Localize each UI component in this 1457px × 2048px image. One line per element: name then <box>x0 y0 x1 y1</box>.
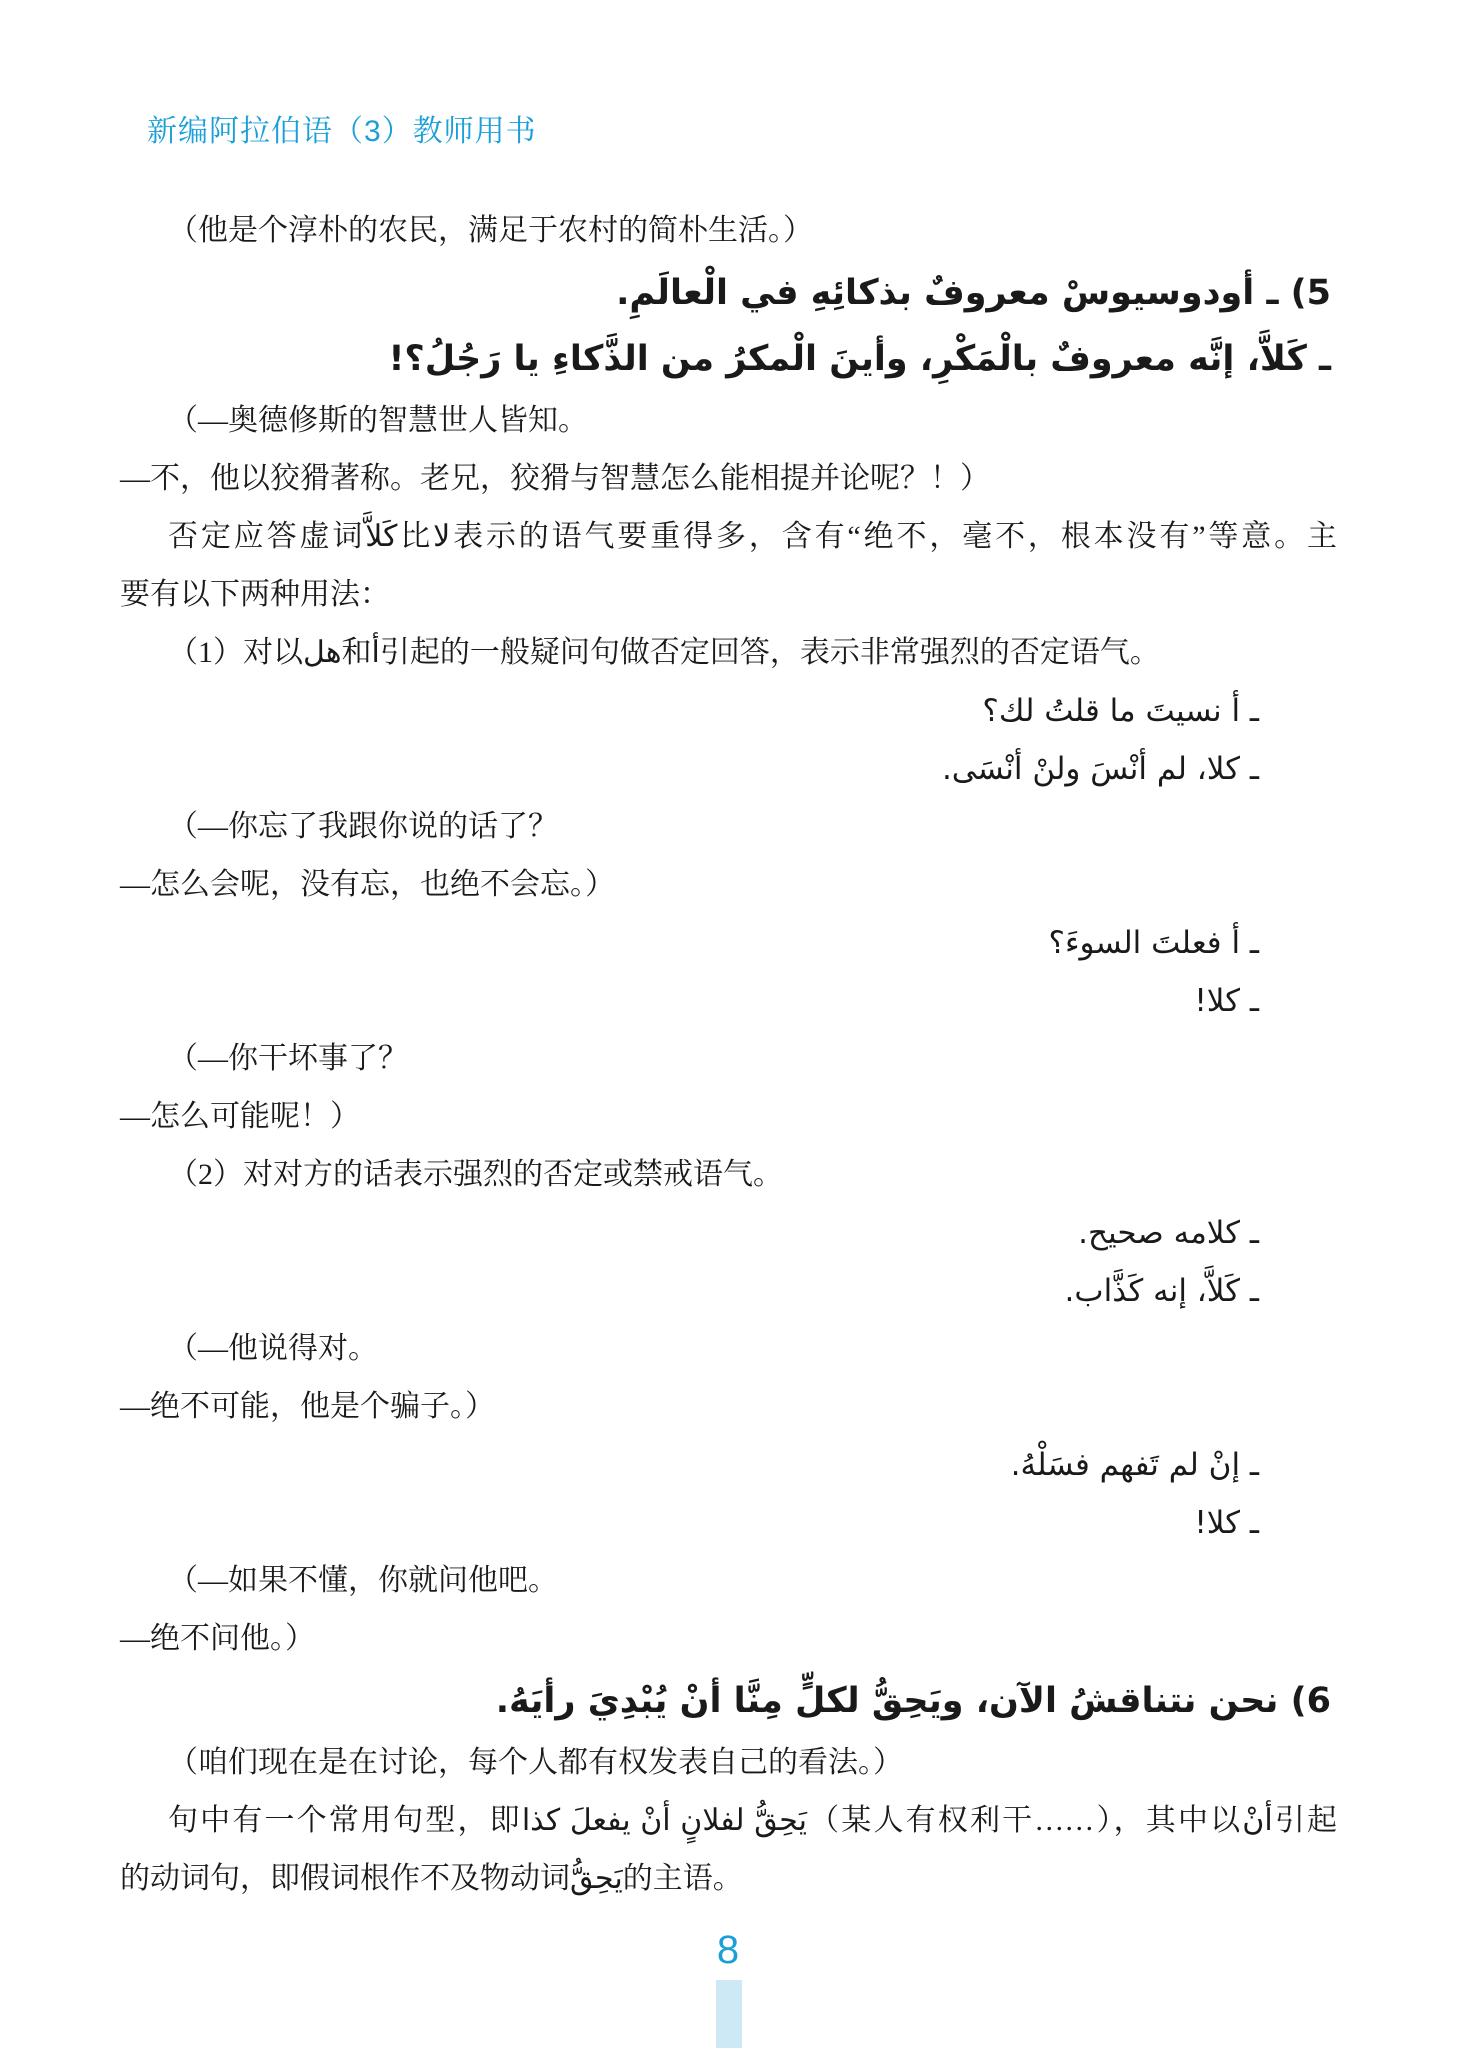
arabic-dialogue-line: ـ كَلاَّ، إنه كَذَّاب. <box>1064 1273 1259 1309</box>
arabic-dialogue-line: ـ كلا، لم أنْسَ ولنْ أنْسَى. <box>941 751 1259 787</box>
arabic-dialogue-line: ـ كلا! <box>1194 1505 1259 1541</box>
text-line: （2）对对方的话表示强烈的否定或禁戒语气。 <box>168 1158 783 1191</box>
arabic-dialogue-line: ـ كلامه صحيح. <box>1078 1215 1259 1251</box>
arabic-dialogue-line: ـ أ نسيتَ ما قلتُ لك؟ <box>982 693 1259 729</box>
text-line: （他是个淳朴的农民，满足于农村的简朴生活。） <box>168 214 813 247</box>
footer-bookmark-bar <box>716 1980 742 2048</box>
text-line: 否定应答虚词كَلاَّ比لا表示的语气要重得多，含有“绝不，毫不，根本没有”等意。主 <box>168 520 1338 553</box>
text-line: 句中有一个常用句型，即يَحِقُّ لفلانٍ أنْ يفعلَ كذا（某人有权利干……），其中以أنْ引起 <box>168 1804 1338 1837</box>
arabic-dialogue-line: ـ كلا! <box>1194 983 1259 1019</box>
page-body <box>120 202 1337 1908</box>
text-line: （—他说得对。 <box>168 1332 378 1365</box>
text-line: —不，他以狡猾著称。老兄，狡猾与智慧怎么能相提并论呢？！） <box>120 462 990 495</box>
text-line: 的动词句，即假词根作不及物动词يَحِقُّ的主语。 <box>120 1862 743 1895</box>
text-line: （—奥德修斯的智慧世人皆知。 <box>168 404 588 437</box>
arabic-example-heading: ـ كَلاَّ، إنَّه معروفٌ بالْمَكْرِ، وأينَ الْمكرُ من الذَّكاءِ يا رَجُلُ؟! <box>388 339 1331 379</box>
arabic-example-heading: 5) ـ أودوسيوسْ معروفٌ بذكائِهِ في الْعالَمِ. <box>616 273 1331 313</box>
arabic-dialogue-line: ـ إنْ لم تَفهم فسَلْهُ. <box>1010 1447 1259 1483</box>
text-line: —怎么可能呢！） <box>120 1100 360 1133</box>
text-line: （—你干坏事了？ <box>168 1042 408 1075</box>
text-line: （—如果不懂，你就问他吧。 <box>168 1564 558 1597</box>
text-line: （咱们现在是在讨论，每个人都有权发表自己的看法。） <box>168 1746 903 1779</box>
text-line: （—你忘了我跟你说的话了？ <box>168 810 558 843</box>
text-line: —怎么会呢，没有忘，也绝不会忘。） <box>120 868 615 901</box>
running-head-title: 新编阿拉伯语（3）教师用书 <box>147 115 537 148</box>
text-line: —绝不问他。） <box>120 1622 315 1655</box>
text-line: —绝不可能，他是个骗子。） <box>120 1390 495 1423</box>
page-number: 8 <box>716 1928 740 1972</box>
text-line: （1）对以هل和أ引起的一般疑问句做否定回答，表示非常强烈的否定语气。 <box>168 636 1160 669</box>
text-line: 要有以下两种用法： <box>120 578 390 611</box>
arabic-dialogue-line: ـ أ فعلتَ السوءَ؟ <box>1048 925 1259 961</box>
arabic-example-heading: 6) نحن نتناقشُ الآن، ويَحِقُّ لكلٍّ مِنَّا أنْ يُبْدِيَ رأيَهُ. <box>495 1681 1331 1721</box>
